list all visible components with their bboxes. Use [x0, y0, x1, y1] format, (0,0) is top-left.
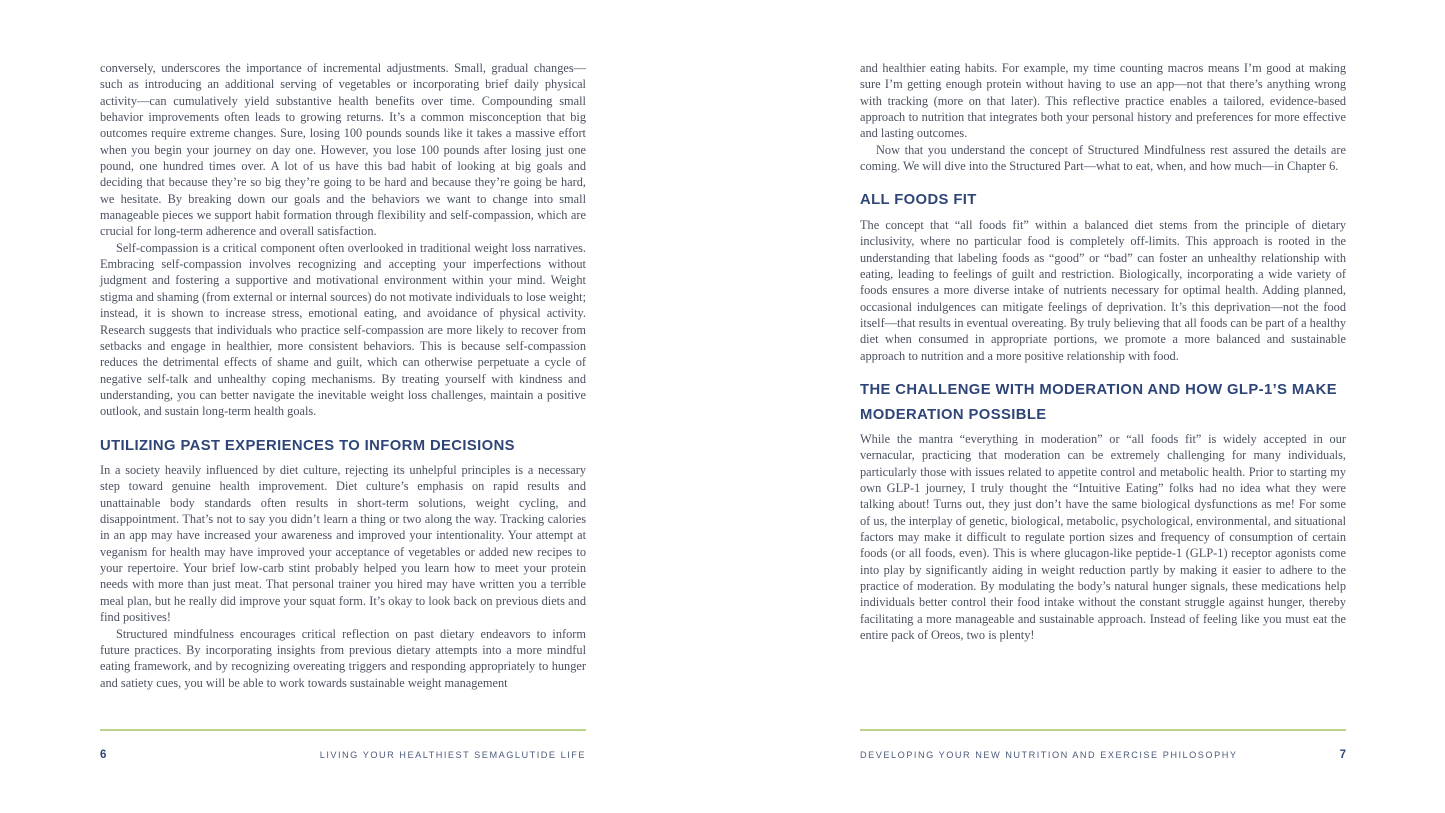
body-paragraph: and healthier eating habits. For example, my time counting macros means I’m good at making sure I’m getting enough protein without having to use an app—not that there’s anything wrong with tracking (more on that later). This reflective practice enables a tailored, evidence-based approach to nutrition that integrates both your personal history and preferences for more effective and lasting outcomes.	[860, 61, 1346, 141]
footer-rule	[860, 729, 1346, 731]
left-page-body	[100, 60, 586, 691]
body-paragraph: Now that you understand the concept of Structured Mindfulness rest assured the details are coming. We will dive into the Structured Part—what to eat, when, and how much—in Chapter 6.	[860, 142, 1346, 174]
section-heading: UTILIZING PAST EXPERIENCES TO INFORM DECISIONS	[100, 437, 515, 454]
right-page	[860, 0, 1346, 813]
section-heading: ALL FOODS FIT	[860, 192, 977, 209]
section-heading: THE CHALLENGE WITH MODERATION AND HOW GLP-1’S MAKE MODERATION POSSIBLE	[860, 382, 1338, 423]
running-head: LIVING YOUR HEALTHIEST SEMAGLUTIDE LIFE	[319, 750, 586, 760]
body-paragraph: Structured mindfulness encourages critical reflection on past dietary endeavors to inform future practices. By incorporating insights from previous dietary attempts into a more mindful eating framework, and by recognizing overeating triggers and responding appropriately to hunger and satiety cues, you will be able to work towards sustainable weight management	[100, 626, 586, 690]
left-page	[100, 0, 586, 813]
body-paragraph: Self-compassion is a critical component often overlooked in traditional weight loss narratives. Embracing self-compassion involves recognizing and accepting your imperfections without judgment and fostering a supportive and motivational environment within your mind. Weight stigma and shaming (from external or internal sources) do not motivate individuals to lose weight; instead, it is shown to increase stress, emotional eating, and avoidance of physical activity. Research suggests that individuals who practice self-compassion are more likely to recover from setbacks and engage in healthier, more consistent behaviors. This is because self-compassion reduces the detrimental effects of shame and guilt, which can otherwise perpetuate a cycle of negative self-talk and unhealthy coping mechanisms. By treating yourself with kindness and understanding, you can better navigate the inevitable weight loss challenges, maintain a positive outlook, and sustain long-term health goals.	[100, 240, 586, 419]
page-number: 6	[100, 749, 107, 761]
running-head: DEVELOPING YOUR NEW NUTRITION AND EXERCISE PHILOSOPHY	[860, 750, 1238, 760]
body-paragraph: conversely, underscores the importance of incremental adjustments. Small, gradual changes—such as introducing an additional serving of vegetables or incorporating brief daily physical activity—can cumulatively yield substantive health benefits over time. Compounding small behavior improvements often leads to growing returns. It’s a common misconception that big outcomes require extreme changes. Sure, losing 100 pounds sounds like it takes a massive effort when you begin your journey on day one. However, you lose 100 pounds after losing just one pound, one hundred times over. A lot of us have this bad habit of looking at big goals and deciding that because they’re so big they’re going to be hard and because they’re going be hard, we hesitate. By breaking down our goals and the behaviors we want to change into small manageable pieces we support habit formation through flexibility and self-compassion, which are crucial for long-term adherence and overall satisfaction.	[100, 61, 586, 239]
body-paragraph: In a society heavily influenced by diet culture, rejecting its unhelpful principles is a necessary step toward genuine health improvement. Diet culture’s emphasis on rapid results and unattainable body standards often results in short-term solutions, weight cycling, and disappointment. That’s not to say you didn’t learn a thing or two along the way. Tracking calories in an app may have increased your awareness and improved your intentionality. Your attempt at veganism for health may have improved your acceptance of vegetables or added new recipes to your repertoire. Your brief low-carb stint probably helped you learn how to meet your protein needs with more than just meat. That personal trainer you hired may have written you a terrible meal plan, but he really did improve your squat form. It’s okay to look back on previous diets and find positives!	[100, 463, 586, 625]
footer-rule	[100, 729, 586, 731]
page-number: 7	[1339, 749, 1346, 761]
right-page-body	[860, 60, 1346, 643]
body-paragraph: While the mantra “everything in moderation” or “all foods fit” is widely accepted in our vernacular, practicing that moderation can be extremely challenging for many individuals, particularly those with issues related to appetite control and metabolic health. Prior to starting my own GLP-1 journey, I truly thought the “Intuitive Eating” folks had no idea what they were talking about! Turns out, they just don’t have the same biological dysfunctions as me! For some of us, the interplay of genetic, biological, metabolic, psychological, environmental, and situational factors may make it difficult to regulate portion sizes and frequency of consumption of certain foods (or all foods, even). This is where glucagon-like peptide-1 (GLP-1) receptor agonists come into play by significantly aiding in weight reduction partly by making it easier to adhere to the practice of moderation. By modulating the body’s natural hunger signals, these medications help individuals better control their food intake without the constant struggle against hunger, thereby facilitating a more manageable and sustainable approach. Instead of feeling like you must eat the entire pack of Oreos, two is plenty!	[860, 432, 1346, 643]
body-paragraph: The concept that “all foods fit” within a balanced diet stems from the principle of dietary inclusivity, where no particular food is completely off-limits. This approach is rooted in the understanding that labeling foods as “good” or “bad” can foster an unhealthy relationship with eating, leading to feelings of guilt and restriction. Biologically, incorporating a wide variety of foods ensures a more diverse intake of nutrients necessary for optimal health. Adding planned, occasional indulgences can mitigate feelings of deprivation. It’s this deprivation—not the food itself—that results in eventual overeating. By truly believing that all foods can be part of a healthy diet when consumed in appropriate portions, we promote a more balanced and sustainable approach to nutrition and a more positive relationship with food.	[860, 217, 1346, 363]
